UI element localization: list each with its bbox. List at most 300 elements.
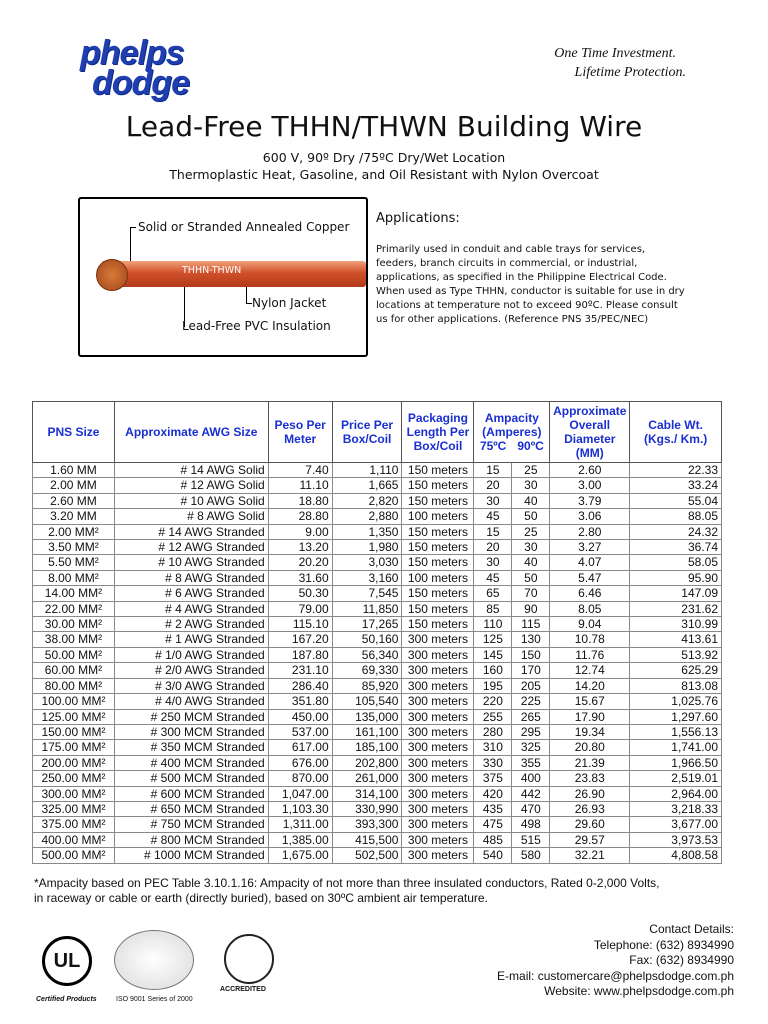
peso-per-meter-cell: 13.20: [268, 540, 332, 555]
ampacity-90-cell: 225: [512, 694, 550, 709]
overall-diameter-cell: 12.74: [550, 663, 630, 678]
peso-per-meter-cell: 1,385.00: [268, 832, 332, 847]
contact-fax: Fax: (632) 8934990: [629, 953, 734, 967]
insulation-label: Lead-Free PVC Insulation: [182, 319, 331, 333]
awg-size-cell: # 2/0 AWG Stranded: [114, 663, 268, 678]
table-row: [33, 694, 722, 709]
header-diameter: Approximate Overall Diameter (MM): [550, 402, 630, 463]
header-pack: Packaging Length Per Box/Coil: [402, 402, 474, 463]
packaging-length-cell: 300 meters: [402, 678, 474, 693]
awg-size-cell: # 2 AWG Stranded: [114, 617, 268, 632]
price-per-box-cell: 330,990: [332, 801, 402, 816]
cable-weight-cell: 1,556.13: [630, 724, 722, 739]
awg-size-cell: # 12 AWG Stranded: [114, 540, 268, 555]
table-row: [33, 509, 722, 524]
header-price: Price Per Box/Coil: [332, 402, 402, 463]
cable-weight-cell: 3,973.53: [630, 832, 722, 847]
ampacity-90-cell: 70: [512, 586, 550, 601]
pns-size-cell: 14.00 MM²: [33, 586, 115, 601]
ampacity-90-cell: 498: [512, 817, 550, 832]
table-row: [33, 601, 722, 616]
ampacity-90-cell: 30: [512, 478, 550, 493]
pns-size-cell: 1.60 MM: [33, 463, 115, 478]
table-row: [33, 740, 722, 755]
price-per-box-cell: 2,820: [332, 493, 402, 508]
table-row: [33, 493, 722, 508]
pns-size-cell: 325.00 MM²: [33, 801, 115, 816]
peso-per-meter-cell: 1,103.30: [268, 801, 332, 816]
packaging-length-cell: 300 meters: [402, 801, 474, 816]
table-row: [33, 709, 722, 724]
overall-diameter-cell: 26.90: [550, 786, 630, 801]
pns-size-cell: 8.00 MM²: [33, 570, 115, 585]
packaging-length-cell: 150 meters: [402, 478, 474, 493]
packaging-length-cell: 150 meters: [402, 586, 474, 601]
awg-size-cell: # 14 AWG Solid: [114, 463, 268, 478]
peso-per-meter-cell: 870.00: [268, 771, 332, 786]
ampacity-90-cell: 150: [512, 647, 550, 662]
contact-details: [497, 922, 734, 1000]
pns-size-cell: 38.00 MM²: [33, 632, 115, 647]
pns-size-cell: 2.00 MM: [33, 478, 115, 493]
cable-weight-cell: 2,964.00: [630, 786, 722, 801]
ampacity-90-cell: 40: [512, 493, 550, 508]
pns-size-cell: 3.20 MM: [33, 509, 115, 524]
pns-size-cell: 400.00 MM²: [33, 832, 115, 847]
peso-per-meter-cell: 676.00: [268, 755, 332, 770]
ampacity-90-cell: 115: [512, 617, 550, 632]
price-per-box-cell: 50,160: [332, 632, 402, 647]
table-row: [33, 771, 722, 786]
price-per-box-cell: 202,800: [332, 755, 402, 770]
overall-diameter-cell: 17.90: [550, 709, 630, 724]
ampacity-75-cell: 195: [474, 678, 512, 693]
pns-size-cell: 22.00 MM²: [33, 601, 115, 616]
ampacity-75-cell: 30: [474, 493, 512, 508]
pns-size-cell: 5.50 MM²: [33, 555, 115, 570]
ampacity-note: [34, 876, 734, 906]
ampacity-90-cell: 40: [512, 555, 550, 570]
ampacity-75-cell: 475: [474, 817, 512, 832]
ampacity-75-cell: 330: [474, 755, 512, 770]
peso-per-meter-cell: 187.80: [268, 647, 332, 662]
peso-per-meter-cell: 28.80: [268, 509, 332, 524]
wire-diagram: [78, 197, 368, 357]
ampacity-75-cell: 435: [474, 801, 512, 816]
tagline-line1: One Time Investment.: [554, 46, 676, 61]
ampacity-75-cell: 30: [474, 555, 512, 570]
ampacity-75-cell: 540: [474, 848, 512, 863]
price-per-box-cell: 415,500: [332, 832, 402, 847]
ampacity-90-cell: 25: [512, 463, 550, 478]
ampacity-90-cell: 205: [512, 678, 550, 693]
cable-weight-cell: 231.62: [630, 601, 722, 616]
spec-table: [32, 401, 722, 864]
peso-per-meter-cell: 1,675.00: [268, 848, 332, 863]
packaging-length-cell: 300 meters: [402, 832, 474, 847]
subtitle-description: Thermoplastic Heat, Gasoline, and Oil Resistant with Nylon Overcoat: [169, 167, 599, 182]
awg-size-cell: # 8 AWG Stranded: [114, 570, 268, 585]
peso-per-meter-cell: 1,047.00: [268, 786, 332, 801]
cable-weight-cell: 88.05: [630, 509, 722, 524]
peso-per-meter-cell: 20.20: [268, 555, 332, 570]
packaging-length-cell: 300 meters: [402, 771, 474, 786]
awg-size-cell: # 14 AWG Stranded: [114, 524, 268, 539]
page-title: Lead-Free THHN/THWN Building Wire: [125, 110, 643, 143]
overall-diameter-cell: 10.78: [550, 632, 630, 647]
ampacity-75-cell: 65: [474, 586, 512, 601]
peso-per-meter-cell: 50.30: [268, 586, 332, 601]
table-row: [33, 478, 722, 493]
cable-weight-cell: 1,741.00: [630, 740, 722, 755]
peso-per-meter-cell: 31.60: [268, 570, 332, 585]
packaging-length-cell: 300 meters: [402, 709, 474, 724]
brand-logo-line2: dodge: [92, 64, 189, 102]
price-per-box-cell: 1,665: [332, 478, 402, 493]
awg-size-cell: # 650 MCM Stranded: [114, 801, 268, 816]
price-per-box-cell: 502,500: [332, 848, 402, 863]
cable-weight-cell: 625.29: [630, 663, 722, 678]
awg-size-cell: # 250 MCM Stranded: [114, 709, 268, 724]
header-amp90: 90ºC: [517, 439, 544, 453]
price-per-box-cell: 85,920: [332, 678, 402, 693]
ampacity-75-cell: 125: [474, 632, 512, 647]
table-row: [33, 647, 722, 662]
price-per-box-cell: 161,100: [332, 724, 402, 739]
overall-diameter-cell: 11.76: [550, 647, 630, 662]
pns-size-cell: 80.00 MM²: [33, 678, 115, 693]
awg-size-cell: # 6 AWG Stranded: [114, 586, 268, 601]
awg-size-cell: # 4 AWG Stranded: [114, 601, 268, 616]
header-awg: Approximate AWG Size: [114, 402, 268, 463]
cable-weight-cell: 1,297.60: [630, 709, 722, 724]
packaging-length-cell: 300 meters: [402, 755, 474, 770]
overall-diameter-cell: 5.47: [550, 570, 630, 585]
overall-diameter-cell: 3.06: [550, 509, 630, 524]
table-row: [33, 786, 722, 801]
table-row: [33, 570, 722, 585]
awg-size-cell: # 300 MCM Stranded: [114, 724, 268, 739]
pns-size-cell: 2.00 MM²: [33, 524, 115, 539]
overall-diameter-cell: 2.80: [550, 524, 630, 539]
ampacity-75-cell: 220: [474, 694, 512, 709]
accredited-seal: [224, 934, 274, 984]
pns-size-cell: 150.00 MM²: [33, 724, 115, 739]
peso-per-meter-cell: 79.00: [268, 601, 332, 616]
ampacity-75-cell: 145: [474, 647, 512, 662]
table-row: [33, 755, 722, 770]
certification-badges: [36, 928, 336, 1008]
cable-weight-cell: 22.33: [630, 463, 722, 478]
packaging-length-cell: 300 meters: [402, 740, 474, 755]
ampacity-90-cell: 515: [512, 832, 550, 847]
packaging-length-cell: 300 meters: [402, 817, 474, 832]
packaging-length-cell: 300 meters: [402, 786, 474, 801]
pns-size-cell: 500.00 MM²: [33, 848, 115, 863]
ampacity-90-cell: 580: [512, 848, 550, 863]
wire-print: THHN-THWN: [182, 265, 242, 276]
awg-size-cell: # 10 AWG Solid: [114, 493, 268, 508]
ampacity-75-cell: 20: [474, 478, 512, 493]
ul-logo: UL: [42, 936, 92, 986]
packaging-length-cell: 300 meters: [402, 724, 474, 739]
cable-weight-cell: 36.74: [630, 540, 722, 555]
awg-size-cell: # 4/0 AWG Stranded: [114, 694, 268, 709]
packaging-length-cell: 300 meters: [402, 848, 474, 863]
contact-website[interactable]: Website: www.phelpsdodge.com.ph: [544, 984, 734, 998]
packaging-length-cell: 150 meters: [402, 601, 474, 616]
awg-size-cell: # 600 MCM Stranded: [114, 786, 268, 801]
table-row: [33, 678, 722, 693]
ampacity-75-cell: 15: [474, 463, 512, 478]
ampacity-75-cell: 280: [474, 724, 512, 739]
price-per-box-cell: 135,000: [332, 709, 402, 724]
iso-seal: [114, 930, 194, 990]
overall-diameter-cell: 6.46: [550, 586, 630, 601]
price-per-box-cell: 3,160: [332, 570, 402, 585]
ampacity-90-cell: 265: [512, 709, 550, 724]
cable-weight-cell: 3,677.00: [630, 817, 722, 832]
peso-per-meter-cell: 18.80: [268, 493, 332, 508]
overall-diameter-cell: 2.60: [550, 463, 630, 478]
cable-weight-cell: 1,025.76: [630, 694, 722, 709]
applications-heading: Applications:: [376, 211, 460, 226]
jacket-pointer: [246, 287, 247, 303]
packaging-length-cell: 150 meters: [402, 493, 474, 508]
pns-size-cell: 50.00 MM²: [33, 647, 115, 662]
price-per-box-cell: 69,330: [332, 663, 402, 678]
peso-per-meter-cell: 231.10: [268, 663, 332, 678]
price-per-box-cell: 56,340: [332, 647, 402, 662]
packaging-length-cell: 150 meters: [402, 617, 474, 632]
cable-weight-cell: 3,218.33: [630, 801, 722, 816]
overall-diameter-cell: 29.57: [550, 832, 630, 847]
cable-weight-cell: 95.90: [630, 570, 722, 585]
pns-size-cell: 125.00 MM²: [33, 709, 115, 724]
packaging-length-cell: 100 meters: [402, 570, 474, 585]
table-row: [33, 617, 722, 632]
overall-diameter-cell: 8.05: [550, 601, 630, 616]
cable-weight-cell: 58.05: [630, 555, 722, 570]
overall-diameter-cell: 4.07: [550, 555, 630, 570]
price-per-box-cell: 185,100: [332, 740, 402, 755]
ampacity-75-cell: 85: [474, 601, 512, 616]
awg-size-cell: # 750 MCM Stranded: [114, 817, 268, 832]
table-row: [33, 555, 722, 570]
awg-size-cell: # 12 AWG Solid: [114, 478, 268, 493]
ul-caption: Certified Products: [36, 996, 97, 1003]
table-row: [33, 817, 722, 832]
packaging-length-cell: 300 meters: [402, 694, 474, 709]
packaging-length-cell: 100 meters: [402, 509, 474, 524]
header-weight: Cable Wt. (Kgs./ Km.): [630, 402, 722, 463]
table-row: [33, 832, 722, 847]
ampacity-75-cell: 15: [474, 524, 512, 539]
ampacity-90-cell: 130: [512, 632, 550, 647]
ampacity-75-cell: 110: [474, 617, 512, 632]
cable-weight-cell: 33.24: [630, 478, 722, 493]
copper-conductor: [96, 259, 128, 291]
price-per-box-cell: 7,545: [332, 586, 402, 601]
cable-weight-cell: 2,519.01: [630, 771, 722, 786]
awg-size-cell: # 350 MCM Stranded: [114, 740, 268, 755]
pns-size-cell: 175.00 MM²: [33, 740, 115, 755]
header-amp75: 75ºC: [479, 439, 507, 453]
ampacity-75-cell: 485: [474, 832, 512, 847]
peso-per-meter-cell: 11.10: [268, 478, 332, 493]
copper-pointer-tick: [130, 227, 136, 228]
ampacity-90-cell: 90: [512, 601, 550, 616]
contact-email[interactable]: E-mail: customercare@phelpsdodge.com.ph: [497, 968, 734, 983]
cable-weight-cell: 147.09: [630, 586, 722, 601]
packaging-length-cell: 300 meters: [402, 647, 474, 662]
peso-per-meter-cell: 537.00: [268, 724, 332, 739]
jacket-label: Nylon Jacket: [252, 296, 327, 310]
brand-logo-line1: phelps: [80, 34, 184, 72]
note-line2: in raceway or cable or earth (directly buried), based on 30ºC ambient air temperature.: [34, 891, 488, 905]
subtitle-rating: 600 V, 90º Dry /75ºC Dry/Wet Location: [262, 150, 506, 165]
awg-size-cell: # 800 MCM Stranded: [114, 832, 268, 847]
table-row: [33, 632, 722, 647]
table-row: [33, 848, 722, 863]
ampacity-75-cell: 420: [474, 786, 512, 801]
cable-weight-cell: 4,808.58: [630, 848, 722, 863]
pns-size-cell: 30.00 MM²: [33, 617, 115, 632]
cable-weight-cell: 310.99: [630, 617, 722, 632]
peso-per-meter-cell: 9.00: [268, 524, 332, 539]
awg-size-cell: # 1000 MCM Stranded: [114, 848, 268, 863]
price-per-box-cell: 11,850: [332, 601, 402, 616]
awg-size-cell: # 1/0 AWG Stranded: [114, 647, 268, 662]
peso-per-meter-cell: 286.40: [268, 678, 332, 693]
cable-weight-cell: 413.61: [630, 632, 722, 647]
overall-diameter-cell: 15.67: [550, 694, 630, 709]
ampacity-90-cell: 355: [512, 755, 550, 770]
price-per-box-cell: 314,100: [332, 786, 402, 801]
cable-weight-cell: 1,966.50: [630, 755, 722, 770]
cable-weight-cell: 513.92: [630, 647, 722, 662]
note-line1: *Ampacity based on PEC Table 3.10.1.16: Ampacity of not more than three insulated conductors, Rated 0-2,000 Volts,: [34, 876, 660, 890]
overall-diameter-cell: 20.80: [550, 740, 630, 755]
pns-size-cell: 250.00 MM²: [33, 771, 115, 786]
price-per-box-cell: 1,350: [332, 524, 402, 539]
price-per-box-cell: 3,030: [332, 555, 402, 570]
tagline: [554, 44, 686, 82]
awg-size-cell: # 1 AWG Stranded: [114, 632, 268, 647]
ampacity-75-cell: 45: [474, 570, 512, 585]
table-row: [33, 524, 722, 539]
awg-size-cell: # 3/0 AWG Stranded: [114, 678, 268, 693]
price-per-box-cell: 393,300: [332, 817, 402, 832]
spec-table-body: [33, 463, 722, 864]
contact-heading: Contact Details:: [649, 922, 734, 936]
ampacity-90-cell: 50: [512, 570, 550, 585]
ampacity-90-cell: 50: [512, 509, 550, 524]
ampacity-90-cell: 295: [512, 724, 550, 739]
ampacity-75-cell: 310: [474, 740, 512, 755]
price-per-box-cell: 1,980: [332, 540, 402, 555]
packaging-length-cell: 150 meters: [402, 540, 474, 555]
pns-size-cell: 200.00 MM²: [33, 755, 115, 770]
overall-diameter-cell: 21.39: [550, 755, 630, 770]
overall-diameter-cell: 14.20: [550, 678, 630, 693]
contact-telephone: Telephone: (632) 8934990: [593, 937, 734, 952]
peso-per-meter-cell: 7.40: [268, 463, 332, 478]
ampacity-75-cell: 375: [474, 771, 512, 786]
packaging-length-cell: 300 meters: [402, 632, 474, 647]
brand-logo: [80, 34, 230, 102]
pns-size-cell: 2.60 MM: [33, 493, 115, 508]
awg-size-cell: # 400 MCM Stranded: [114, 755, 268, 770]
ampacity-90-cell: 30: [512, 540, 550, 555]
overall-diameter-cell: 3.00: [550, 478, 630, 493]
applications-text: Primarily used in conduit and cable trays for services, feeders, branch circuits in commercial, or industrial, applications, as specified in the Philippine Electrical Code. When used as Type THHN, conductor is suitable for use in dry locations at temperature not to exceed 90ºC. Please consult us for other applications. (Reference PNS 35/PEC/NEC): [376, 244, 685, 325]
packaging-length-cell: 150 meters: [402, 555, 474, 570]
ampacity-90-cell: 170: [512, 663, 550, 678]
header-ampacity: [474, 402, 550, 463]
pns-size-cell: 3.50 MM²: [33, 540, 115, 555]
peso-per-meter-cell: 617.00: [268, 740, 332, 755]
ampacity-90-cell: 325: [512, 740, 550, 755]
price-per-box-cell: 17,265: [332, 617, 402, 632]
packaging-length-cell: 150 meters: [402, 524, 474, 539]
iso-caption: ISO 9001 Series of 2000: [116, 996, 193, 1003]
copper-pointer: [130, 227, 131, 261]
peso-per-meter-cell: 351.80: [268, 694, 332, 709]
pns-size-cell: 300.00 MM²: [33, 786, 115, 801]
pns-size-cell: 60.00 MM²: [33, 663, 115, 678]
cable-weight-cell: 24.32: [630, 524, 722, 539]
overall-diameter-cell: 32.21: [550, 848, 630, 863]
ampacity-90-cell: 442: [512, 786, 550, 801]
header-pns: PNS Size: [33, 402, 115, 463]
awg-size-cell: # 8 AWG Solid: [114, 509, 268, 524]
ampacity-90-cell: 25: [512, 524, 550, 539]
header-amp: Ampacity (Amperes): [482, 411, 542, 439]
pns-size-cell: 100.00 MM²: [33, 694, 115, 709]
table-row: [33, 586, 722, 601]
overall-diameter-cell: 3.79: [550, 493, 630, 508]
ampacity-75-cell: 45: [474, 509, 512, 524]
overall-diameter-cell: 26.93: [550, 801, 630, 816]
ampacity-90-cell: 400: [512, 771, 550, 786]
overall-diameter-cell: 29.60: [550, 817, 630, 832]
subtitle: [0, 149, 768, 183]
cable-weight-cell: 55.04: [630, 493, 722, 508]
tagline-line2: Lifetime Protection.: [574, 65, 686, 80]
cable-weight-cell: 813.08: [630, 678, 722, 693]
ampacity-75-cell: 255: [474, 709, 512, 724]
overall-diameter-cell: 23.83: [550, 771, 630, 786]
packaging-length-cell: 150 meters: [402, 463, 474, 478]
copper-label: Solid or Stranded Annealed Copper: [138, 220, 350, 234]
accredited-caption: ACCREDITED: [220, 986, 266, 993]
price-per-box-cell: 261,000: [332, 771, 402, 786]
overall-diameter-cell: 9.04: [550, 617, 630, 632]
peso-per-meter-cell: 115.10: [268, 617, 332, 632]
peso-per-meter-cell: 450.00: [268, 709, 332, 724]
ampacity-75-cell: 20: [474, 540, 512, 555]
peso-per-meter-cell: 167.20: [268, 632, 332, 647]
table-row: [33, 540, 722, 555]
overall-diameter-cell: 19.34: [550, 724, 630, 739]
ampacity-75-cell: 160: [474, 663, 512, 678]
table-row: [33, 463, 722, 478]
awg-size-cell: # 500 MCM Stranded: [114, 771, 268, 786]
packaging-length-cell: 300 meters: [402, 663, 474, 678]
pns-size-cell: 375.00 MM²: [33, 817, 115, 832]
header-peso: Peso Per Meter: [268, 402, 332, 463]
